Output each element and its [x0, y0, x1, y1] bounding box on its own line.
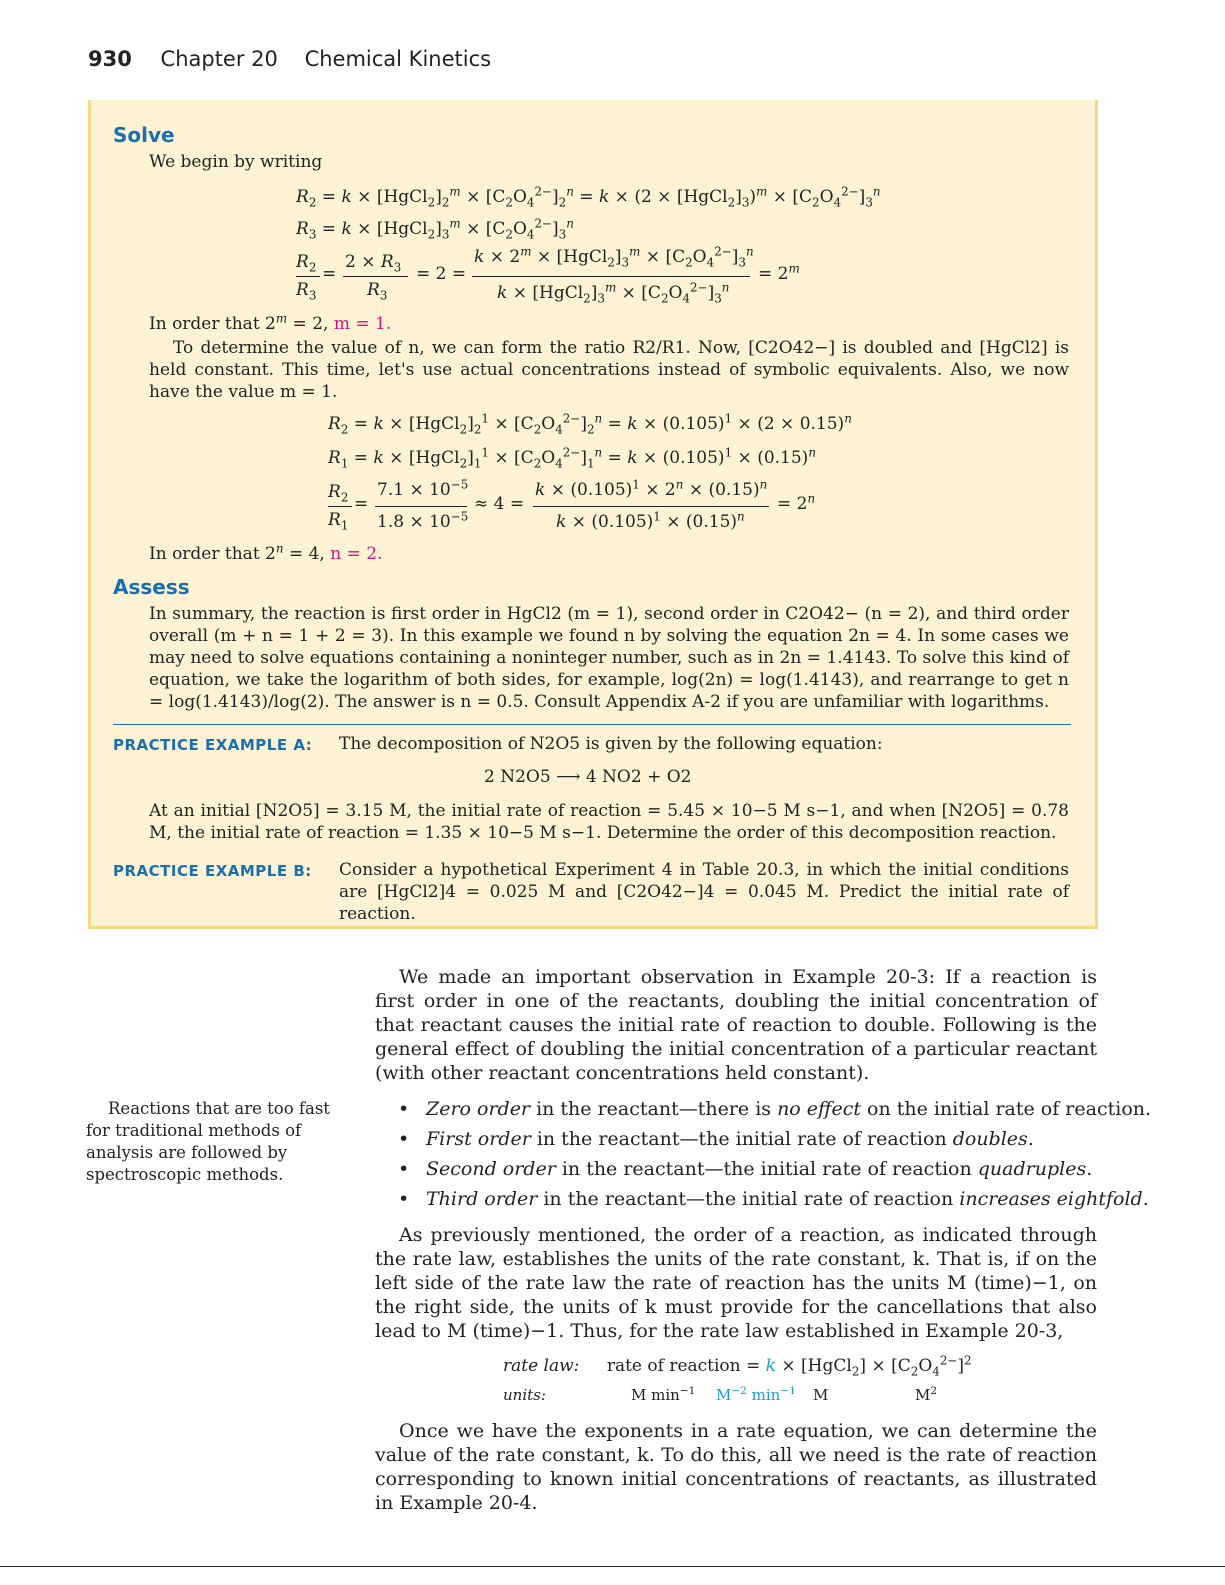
divider [113, 724, 1071, 725]
equation-r2: $R_2 = k$ × $[HgCl_2]_2^m \times [C_2O_4^{2-}]_2^n = k \times (2$ × $[HgCl_2]_3)^m \times [C_2O_4^{2-}]_3^n$ [296, 184, 881, 210]
practice-a-label: PRACTICE EXAMPLE A: [113, 736, 313, 754]
main-paragraph-2: As previously mentioned, the order of a reaction, as indicated through the rate law, establishes the units of the rate constant, k. That is, if on the left side of the rate law the rate of reaction has the units M (time)−1, on the right side, the units of k must provide for the cancellations that also lead to M (time)−1. Thus, for the rate law established in Example 20-3, [375, 1224, 1097, 1342]
effect-list [398, 1098, 1151, 1218]
list-item: • First order in the reactant—the initial rate of reaction doubles. [398, 1128, 1034, 1150]
rate-law-row: rate law: rate of reaction = k × [HgCl$_2$] × $[C_2O_4^{2-}]^2$ [503, 1353, 972, 1379]
practice-a-details: At an initial [N2O5] = 3.15 M, the initial rate of reaction = 5.45 × 10−5 M s−1, and when [N2O5] = 0.78 M, the initial rate of reaction = 1.35 × 10−5 M s−1. Determine the order of this decomposition reaction. [149, 801, 1069, 843]
equation-r1-values: $R_1 = k$ × $[HgCl_2]_1^1 \times [C_2O_4^{2-}]_1^n = k \times (0.105)^1 \times (0.15)^n$ [328, 445, 816, 471]
units-row: units: M $\min^{-1}$ $M^{-2}$ $\min^{-1}$ M $M^2$ [503, 1385, 938, 1404]
chapter-title: Chemical Kinetics [304, 47, 492, 71]
solve-paragraph: To determine the value of n, we can form the ratio R2/R1. Now, [C2O42−] is doubled and [HgCl2] is held constant. This time, let's use actual concentrations instead of symbolic equivalents. Also, we now have the value m = 1. [149, 338, 1069, 402]
footer-rule [0, 1566, 1225, 1567]
order-m-line: In order that $2^m = 2$, m = 1. [149, 311, 392, 334]
order-m-result: m = 1. [333, 314, 392, 334]
equation-r3: $R_3 = k$ × $[HgCl_2]_3^m \times [C_2O_4^{2-}]_3^n$ [296, 216, 574, 242]
assess-heading: Assess [113, 575, 190, 599]
order-n-line: In order that $2^n = 4$, n = 2. [149, 541, 383, 564]
order-n-result: n = 2. [330, 544, 383, 564]
assess-text: In summary, the reaction is first order in HgCl2 (m = 1), second order in C2O42− (n = 2), and third order overall (m + n = 1 + 2 = 3). In this example we found n by solving the equation 2n = 4. In some cases we may need to solve equations containing a noninteger number, such as in 2n = 1.4143. To solve this kind of equation, we take the logarithm of both sides, for example, log(2n) = log(1.4143), and rearrange to get n = log(1.4143)/log(2). The answer is n = 0.5. Consult Appendix A-2 if you are unfamiliar with logarithms. [149, 604, 1069, 712]
practice-b-text: Consider a hypothetical Experiment 4 in Table 20.3, in which the initial conditions are [HgCl2]4 = 0.025 M and [C2O42−]4 = 0.045 M. Predict the initial rate of reaction. [339, 860, 1069, 924]
solve-heading: Solve [113, 123, 175, 147]
list-item: • Third order in the reactant—the initial rate of reaction increases eightfold. [398, 1188, 1149, 1210]
list-item: • Second order in the reactant—the initial rate of reaction quadruples. [398, 1158, 1093, 1180]
margin-note: Reactions that are too fast for traditional methods of analysis are followed by spectroscopic methods. [86, 1099, 330, 1184]
chapter-label: Chapter 20 [160, 47, 278, 71]
main-paragraph-3: Once we have the exponents in a rate equation, we can determine the value of the rate constant, k. To do this, all we need is the rate of reaction corresponding to known initial concentrations of reactants, as illustrated in Example 20-4. [375, 1420, 1097, 1514]
practice-b-label: PRACTICE EXAMPLE B: [113, 862, 312, 880]
units-label: units: [503, 1386, 546, 1404]
order-m-text: In order that 2 [149, 314, 276, 334]
practice-a-text: The decomposition of N2O5 is given by the following equation: [339, 734, 883, 754]
main-paragraph-1: We made an important observation in Example 20-3: If a reaction is first order in one of the reactants, doubling the initial concentration of that reactant causes the initial rate of reaction to double. Following is the general effect of doubling the initial concentration of a particular reactant (with other reactant concentrations held constant). [375, 966, 1097, 1084]
list-item: • Zero order in the reactant—there is no effect on the initial rate of reaction. [398, 1098, 1152, 1120]
equation-r2-values: $R_2 = k$ × $[HgCl_2]_2^1 \times [C_2O_4^{2-}]_2^n = k \times (0.105)^1 \times (2 \times 0.15)^n$ [328, 411, 852, 437]
page-number: 930 [88, 47, 132, 71]
page-header [88, 47, 491, 71]
rate-law-label: rate law: [503, 1356, 580, 1376]
solve-intro: We begin by writing [149, 152, 323, 172]
practice-a-equation: 2 N2O5 ⟶ 4 NO2 + O2 [484, 767, 692, 787]
